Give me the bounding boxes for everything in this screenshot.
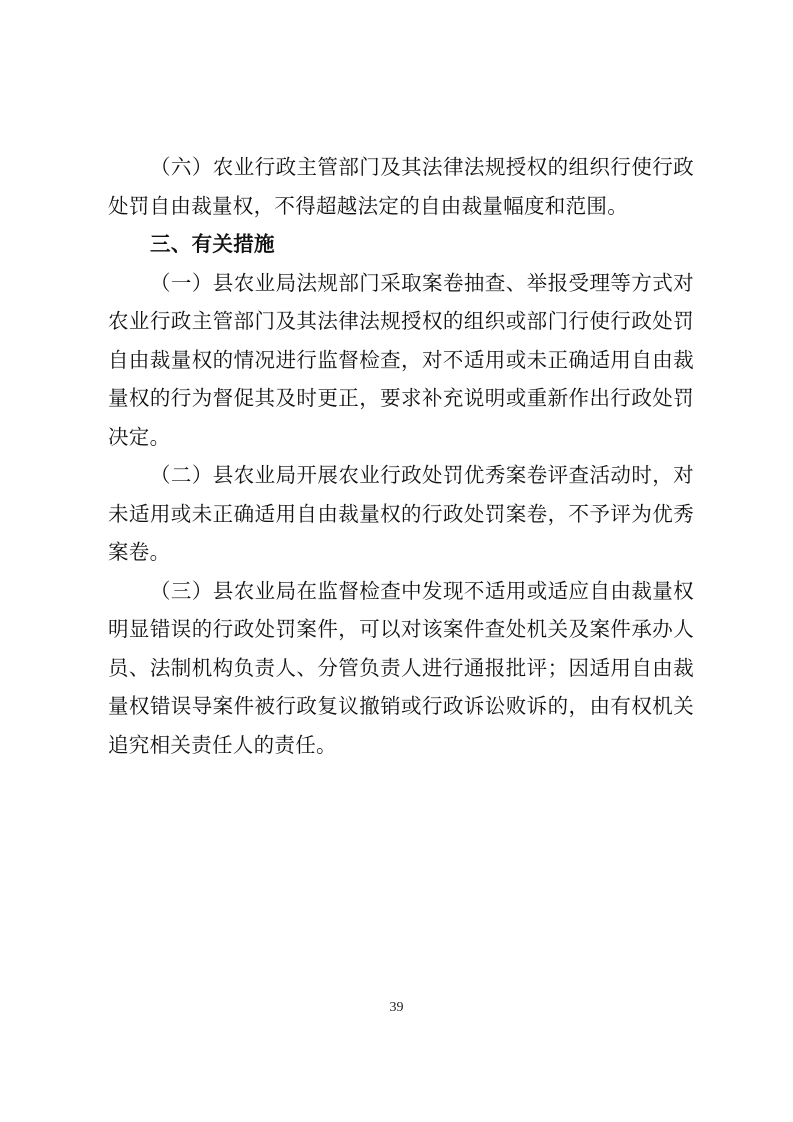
paragraph-measure-1: （一）县农业局法规部门采取案卷抽查、举报受理等方式对农业行政主管部门及其法律法规授权的组织或部门行使行政处罚自由裁量权的情况进行监督检查，对不适用或未正确适用自由裁量权的行为督促其及时更正，要求补充说明或重新作出行政处罚决定。	[108, 270, 694, 449]
section-heading-measures: 三、有关措施	[150, 232, 275, 256]
paragraph-item-6: （六）农业行政主管部门及其法律法规授权的组织行使行政处罚自由裁量权，不得超越法定的自由裁量幅度和范围。	[108, 155, 694, 218]
page-body	[108, 148, 694, 764]
page-number: 39	[389, 1000, 404, 1015]
paragraph-measure-3: （三）县农业局在监督检查中发现不适用或适应自由裁量权明显错误的行政处罚案件，可以对该案件查处机关及案件承办人员、法制机构负责人、分管负责人进行通报批评；因适用自由裁量权错误导案件被行政复议撤销或行政诉讼败诉的，由有权机关追究相关责任人的责任。	[108, 578, 694, 757]
paragraph-measure-2: （二）县农业局开展农业行政处罚优秀案卷评查活动时，对未适用或未正确适用自由裁量权的行政处罚案卷，不予评为优秀案卷。	[108, 463, 694, 564]
